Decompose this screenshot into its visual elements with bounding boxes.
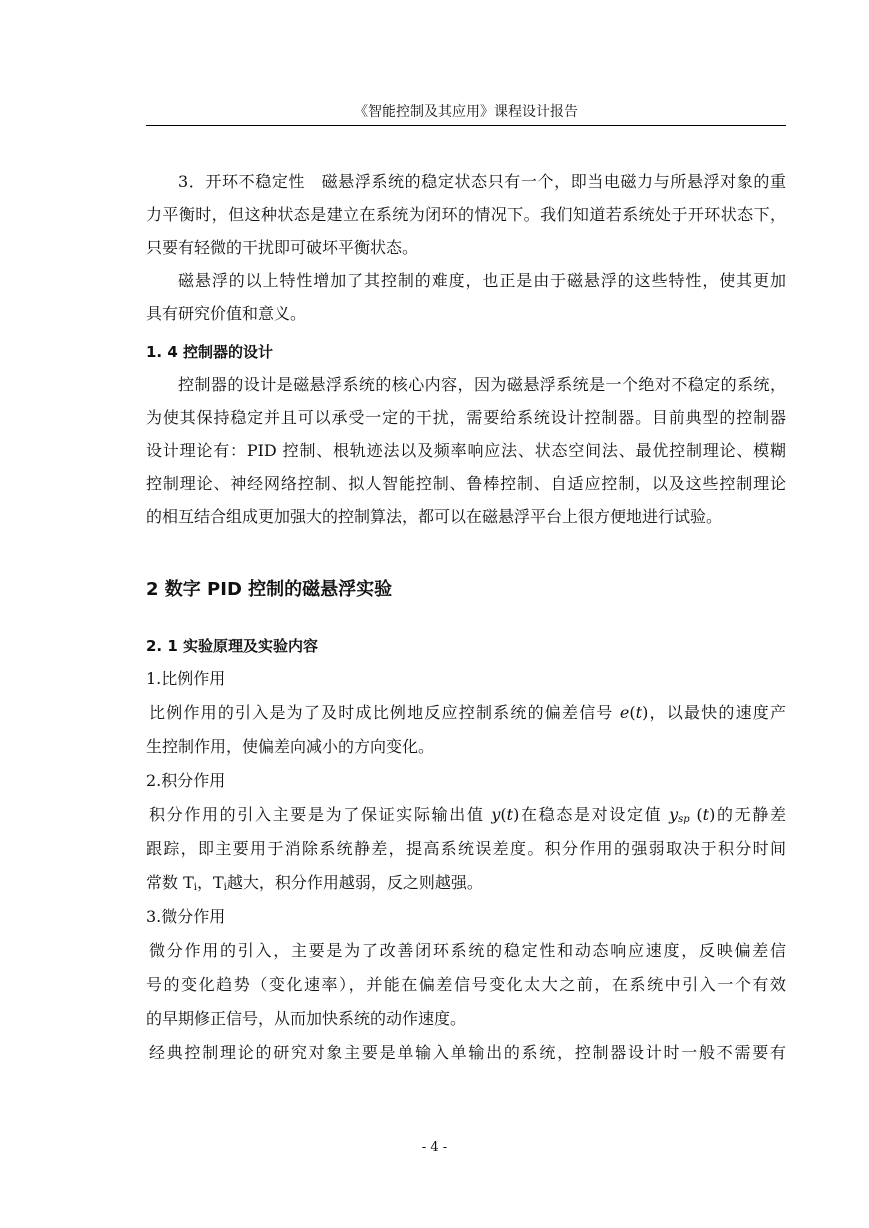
paragraph-line: 的早期修正信号，从而加快系统的动作速度。 bbox=[146, 1009, 467, 1028]
paragraph-line: 控制理论、神经网络控制、拟人智能控制、鲁棒控制、自适应控制，以及这些控制理论 bbox=[146, 474, 786, 493]
header-rule bbox=[146, 125, 786, 126]
paragraph-line: 只要有轻微的干扰即可破坏平衡状态。 bbox=[146, 238, 419, 257]
paragraph-line: 设计理论有：PID 控制、根轨迹法以及频率响应法、状态空间法、最优控制理论、模糊 bbox=[146, 441, 786, 460]
paragraph-line: 经典控制理论的研究对象主要是单输入单输出的系统，控制器设计时一般不需要有 bbox=[149, 1043, 786, 1062]
paragraph-line: 跟踪，即主要用于消除系统静差，提高系统误差度。积分作用的强弱取决于积分时间 bbox=[146, 839, 786, 858]
subsection-label: 3.微分作用 bbox=[146, 907, 226, 926]
paragraph-line: 力平衡时，但这种状态是建立在系统为闭环的情况下。我们知道若系统处于开环状态下， bbox=[146, 205, 786, 224]
paragraph-line: 常数 $T_i$，$T_i$越大，积分作用越弱，反之则越强。 bbox=[146, 873, 483, 893]
paragraph-line: 的相互结合组成更加强大的控制算法，都可以在磁悬浮平台上很方便地进行试验。 bbox=[146, 507, 723, 526]
paragraph-line: 3．开环不稳定性 磁悬浮系统的稳定状态只有一个，即当电磁力与所悬浮对象的重 bbox=[178, 172, 786, 191]
chapter-heading-2: 2 数字 PID 控制的磁悬浮实验 bbox=[146, 579, 393, 600]
paragraph-line: 生控制作用，使偏差向减小的方向变化。 bbox=[146, 737, 435, 756]
paragraph-line: 控制器的设计是磁悬浮系统的核心内容，因为磁悬浮系统是一个绝对不稳定的系统， bbox=[178, 375, 786, 394]
page-number: - 4 - bbox=[421, 1140, 448, 1155]
paragraph-line: 微分作用的引入，主要是为了改善闭环系统的稳定性和动态响应速度，反映偏差信 bbox=[149, 941, 786, 960]
paragraph-line: 积分作用的引入主要是为了保证实际输出值 y(t)在稳态是对设定值 $y_{sp}$ (t)的无静差 bbox=[149, 805, 787, 825]
running-header: 《智能控制及其应用》课程设计报告 bbox=[354, 104, 578, 120]
subsection-label: 2.积分作用 bbox=[146, 771, 226, 790]
subsection-label: 1.比例作用 bbox=[146, 669, 226, 688]
paragraph-line: 号的变化趋势（变化速率），并能在偏差信号变化太大之前，在系统中引入一个有效 bbox=[146, 975, 786, 994]
section-heading-1-4: 1. 4 控制器的设计 bbox=[146, 343, 274, 361]
section-heading-2-1: 2. 1 实验原理及实验内容 bbox=[146, 637, 319, 655]
paragraph-line: 为使其保持稳定并且可以承受一定的干扰，需要给系统设计控制器。目前典型的控制器 bbox=[146, 408, 786, 427]
paragraph-line: 具有研究价值和意义。 bbox=[146, 304, 307, 323]
paragraph-line: 比例作用的引入是为了及时成比例地反应控制系统的偏差信号 e(t)，以最快的速度产 bbox=[149, 703, 786, 722]
paragraph-line: 磁悬浮的以上特性增加了其控制的难度，也正是由于磁悬浮的这些特性，使其更加 bbox=[178, 271, 786, 290]
